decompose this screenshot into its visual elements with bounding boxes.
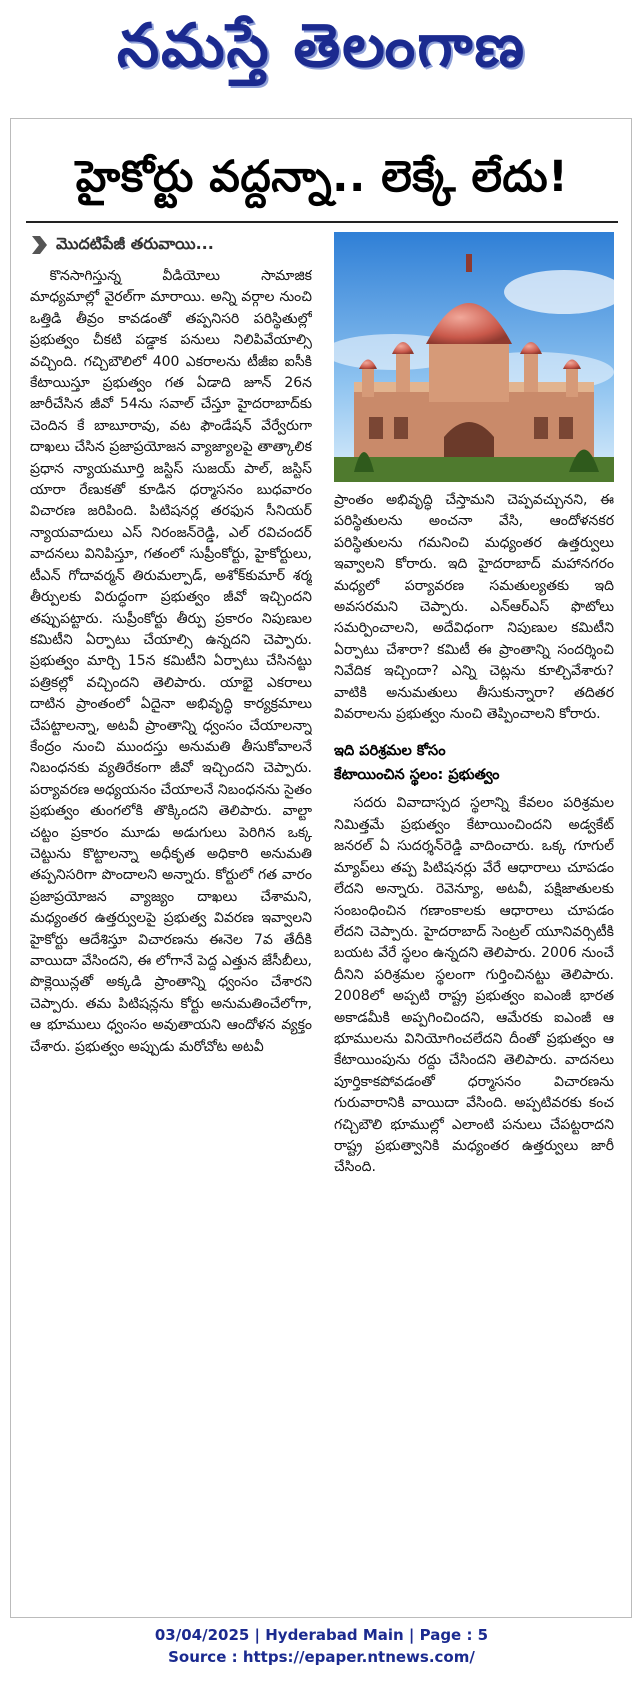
subheading-line-1: ఇది పరిశ్రమల కోసం <box>334 743 446 760</box>
article-subheading <box>334 739 614 787</box>
headline-rule <box>26 221 618 223</box>
continuation-kicker <box>30 232 312 258</box>
masthead-logo: నమస్తే తెలంగాణ <box>116 11 527 81</box>
article-headline: హైకోర్టు వద్దన్నా.. లెక్కే లేదు! <box>75 152 569 202</box>
footer-date-edition: 03/04/2025 | Hyderabad Main | Page : 5 <box>154 1626 489 1644</box>
chevron-right-icon <box>30 234 48 256</box>
article-body-right-2: సదరు వివాదాస్పద స్థలాన్ని కేవలం పరిశ్రమల నిమిత్తమే ప్రభుత్వం కేటాయించిందని అడ్వకేట్‌ జనరల్‌ ఏ సుదర్శన్‌రెడ్డి వాదించారు. ఒక్క గూగుల్‌ మ్యాప్‌లు తప్ప పిటిషనర్లు వేరే ఆధారాలు చూపడం లేదని అన్నారు. రెవెన్యూ, అటవీ, పక్షిజాతులకు సంబంధించిన గణాంకాలకు ఆధారాలు చూపడం లేదని చెప్పారు. హైదరాబాద్‌ సెంట్రల్‌ యూనివర్సిటీకి బయట వేరే స్థలం ఉన్నదని తెలిపారు. 2006 నుంచే దీనిని పరిశ్రమల స్థలంగా గుర్తించినట్టు తెలిపారు. 2008లో అప్పటి రాష్ట్ర ప్రభుత్వం ఐఎంజీ భారత అకాడమీకి అప్పగించిందని, ఆమేరకు ఐఎంజీ ఆ భూములను వినియోగించలేదని దీంతో ప్రభుత్వం ఆ కేటాయింపును రద్దు చేసిందని తెలిపారు. వాదనలు పూర్తికాకపోవడంతో ధర్మాసనం విచారణను గురువారానికి వాయిదా వేసింది. అప్పటివరకు కంచ గచ్చిబౌలి భూముల్లో ఎలాంటి పనులు చేపట్టరాదని రాష్ట్ర ప్రభుత్వానికి మధ్యంతర ఉత్తర్వులు జారీ చేసింది. <box>334 795 614 1176</box>
masthead <box>0 0 643 102</box>
article-body-left: కొనసాగిస్తున్న వీడియోలు సామాజిక మాధ్యమాల్లో వైరల్‌గా మారాయి. అన్ని వర్గాల నుంచి ఒత్తిడి తీవ్రం కావడంతో తప్పనిసరి పరిస్థితుల్లో ప్రభుత్వం చీకటి పడ్డాక పనులు నిలిపివేయాల్సి వచ్చింది. గచ్చిబౌలిలో 400 ఎకరాలను టీజీఐ ఐసీకి కేటాయిస్తూ ప్రభుత్వం గత ఏడాది జూన్‌ 26న జారీచేసిన జీవో 54ను సవాల్‌ చేస్తూ హైదరాబాద్‌కు చెందిన కే బాబూరావు, వట ఫౌండేషన్‌ వేర్వేరుగా దాఖలు చేసిన ప్రజాప్రయోజన వ్యాజ్యాలపై తాత్కాలిక ప్రధాన న్యాయమూర్తి జస్టిస్‌ సుజయ్‌ పాల్‌, జస్టిస్‌ యారా రేణుకతో కూడిన ధర్మాసనం బుధవారం విచారణ జరిపింది. పిటిషనర్ల తరఫున సీనియర్‌ న్యాయవాదులు ఎస్‌ నిరంజన్‌రెడ్డి, ఎల్‌ రవిచందర్‌ వాదనలు వినిపిస్తూ, గతంలో సుప్రీంకోర్టు, హైకోర్టులు, టీఎన్‌ గోదావర్మన్‌ తిరుమల్పాడ్‌, అశోక్‌కుమార్‌ శర్మ తీర్పులకు విరుద్ధంగా ప్రభుత్వం జీవో ఇచ్చిందని తప్పుపట్టారు. సుప్రీంకోర్టు తీర్పు ప్రకారం నిపుణుల కమిటీని ఏర్పాటు చేయాల్సి ఉన్నదని చెప్పారు. ప్రభుత్వం మార్చి 15న కమిటీని ఏర్పాటు చేసినట్టు పత్రికల్లో వచ్చిందని తెలిపారు. యాభై ఎకరాలు దాటిన ప్రాంతంలో ఏదైనా అభివృద్ధి కార్యక్రమాలు చేపట్టాలన్నా, అటవీ ప్రాంతాన్ని ధ్వంసం చేయాలన్నా కేంద్రం నుంచి ముందస్తు అనుమతి తీసుకోవాలనే నిబంధనకు వ్యతిరేకంగా జీవో ఇచ్చిందని చెప్పారు. పర్యావరణ అధ్యయనం చేయాలనే నిబంధనను సైతం ప్రభుత్వం తుంగలోకి తొక్కిందని తెలిపారు. వాల్టా చట్టం ప్రకారం మూడు అడుగులు పెరిగిన ఒక్క చెట్టును కొట్టాలన్నా అధీకృత అధికారి అనుమతి తప్పనిసరిగా పొందాలని అన్నారు. కోర్టులో గత వారం ప్రజాప్రయోజన వ్యాజ్యం దాఖలు చేశామని, మధ్యంతర ఉత్తర్వులపై ప్రభుత్వ వివరణ ఇవ్వాలని హైకోర్టు ఆదేశిస్తూ విచారణను ఈనెల 7వ తేదీకి వాయిదా వేసిందని, ఈ లోగానే పెద్ద ఎత్తున జేసీబీలు, పొక్లెయిన్లతో అక్కడి ప్రాంతాన్ని ధ్వంసం చేశారని చెప్పారు. తమ పిటిషన్లను కోర్టు అనుమతించేలోగా, ఆ భూములు ధ్వంసం అవుతాయని ఆందోళన వ్యక్తం చేశారు. ప్రభుత్వం అప్పుడు మరోచోట అటవీ <box>30 268 312 1055</box>
article-left-column <box>30 232 312 1608</box>
high-court-building-image <box>334 232 614 482</box>
subheading-line-2: కేటాయించిన స్థలం: ప్రభుత్వం <box>334 767 500 784</box>
page-footer <box>0 1624 643 1668</box>
kicker-label: మొదటిపేజీ తరువాయి... <box>56 233 214 253</box>
article-body-right: ప్రాంతం అభివృద్ధి చేస్తామని చెప్పవచ్చునని, ఈ పరిస్థితులను అంచనా వేసి, ఆందోళనకర పరిస్థితులను గమనించి మధ్యంతర ఉత్తర్వులు ఇవ్వాలని కోరారు. ఇది హైదరాబాద్‌ మహానగరం మధ్యలో పర్యావరణ సమతుల్యతకు ఇది అవసరమని చెప్పారు. ఎన్‌ఆర్‌ఎస్‌ ఫొటోలు సమర్పించాలని, అదేవిధంగా నిపుణుల కమిటీని ఏర్పాటు చేశారా? కమిటీ ఈ ప్రాంతాన్ని సందర్శించి నివేదిక ఇచ్చిందా? ఎన్ని చెట్లను కూల్చివేశారు? వాటికి అనుమతులు తీసుకున్నారా? తదితర వివరాలను ప్రభుత్వం నుంచి తెప్పించాలని కోరారు. <box>334 492 614 723</box>
high-court-photo <box>334 232 614 482</box>
footer-source-link[interactable]: Source : https://epaper.ntnews.com/ <box>168 1648 475 1666</box>
article-right-column <box>334 490 614 1600</box>
